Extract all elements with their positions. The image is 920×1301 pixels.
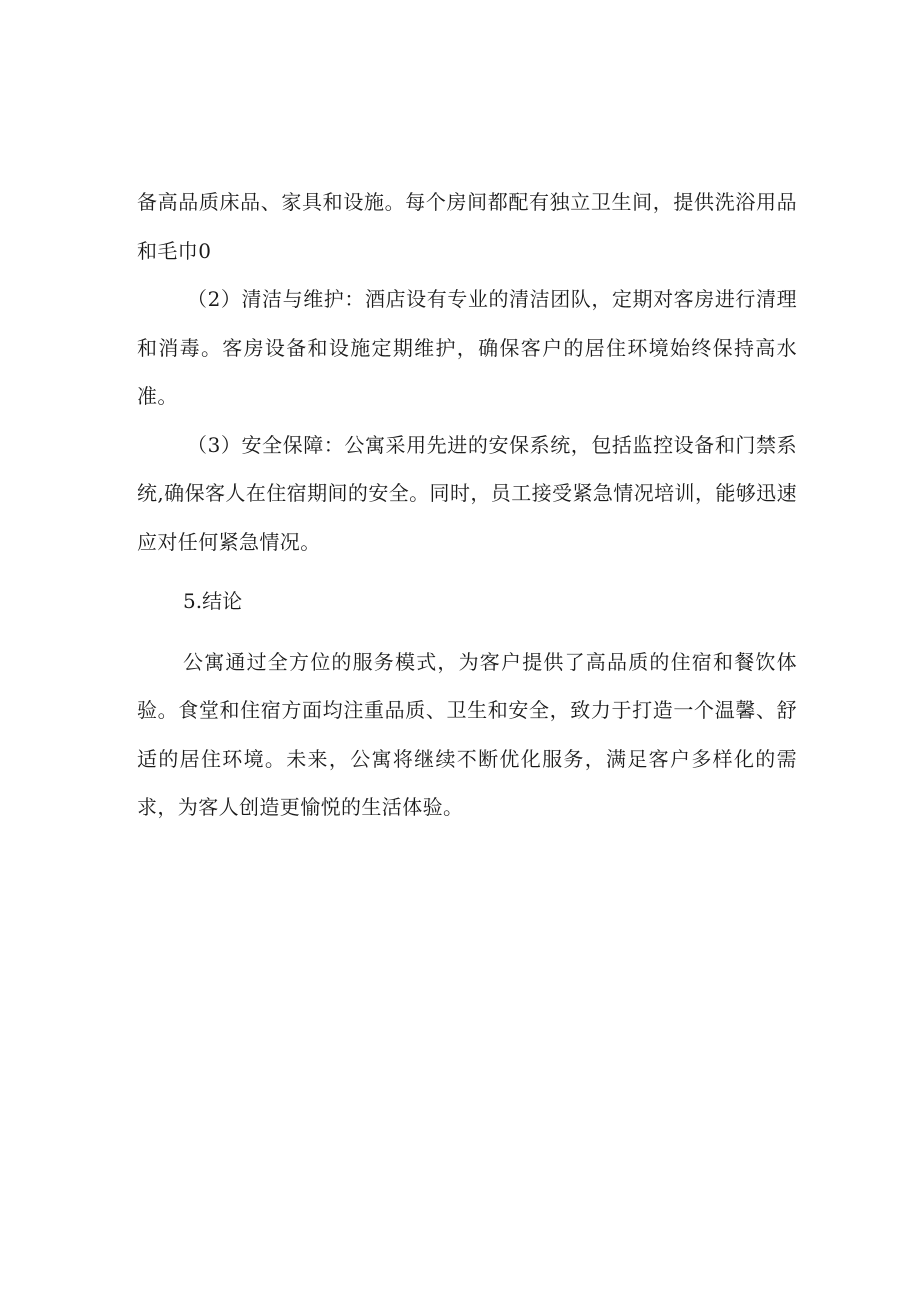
document-body bbox=[137, 178, 797, 832]
paragraph-security: （3）安全保障：公寓采用先进的安保系统，包括监控设备和门禁系统,确保客人在住宿期间的安全。同时，员工接受紧急情况培训，能够迅速应对任何紧急情况。 bbox=[137, 432, 797, 554]
paragraph-room-facilities: 备高品质床品、家具和设施。每个房间都配有独立卫生间，提供洗浴用品和毛巾0 bbox=[137, 190, 797, 263]
paragraph-cleaning-maintenance: （2）清洁与维护：酒店设有专业的清洁团队，定期对客房进行清理和消毒。客房设备和设施定期维护，确保客户的居住环境始终保持高水准。 bbox=[137, 287, 797, 408]
section-heading-conclusion: 5.结论 bbox=[183, 589, 243, 613]
paragraph-conclusion: 公寓通过全方位的服务模式，为客户提供了高品质的住宿和餐饮体验。食堂和住宿方面均注重品质、卫生和安全，致力于打造一个温馨、舒适的居住环境。未来，公寓将继续不断优化服务，满足客户多样化的需求，为客人创造更愉悦的生活体验。 bbox=[137, 649, 797, 819]
